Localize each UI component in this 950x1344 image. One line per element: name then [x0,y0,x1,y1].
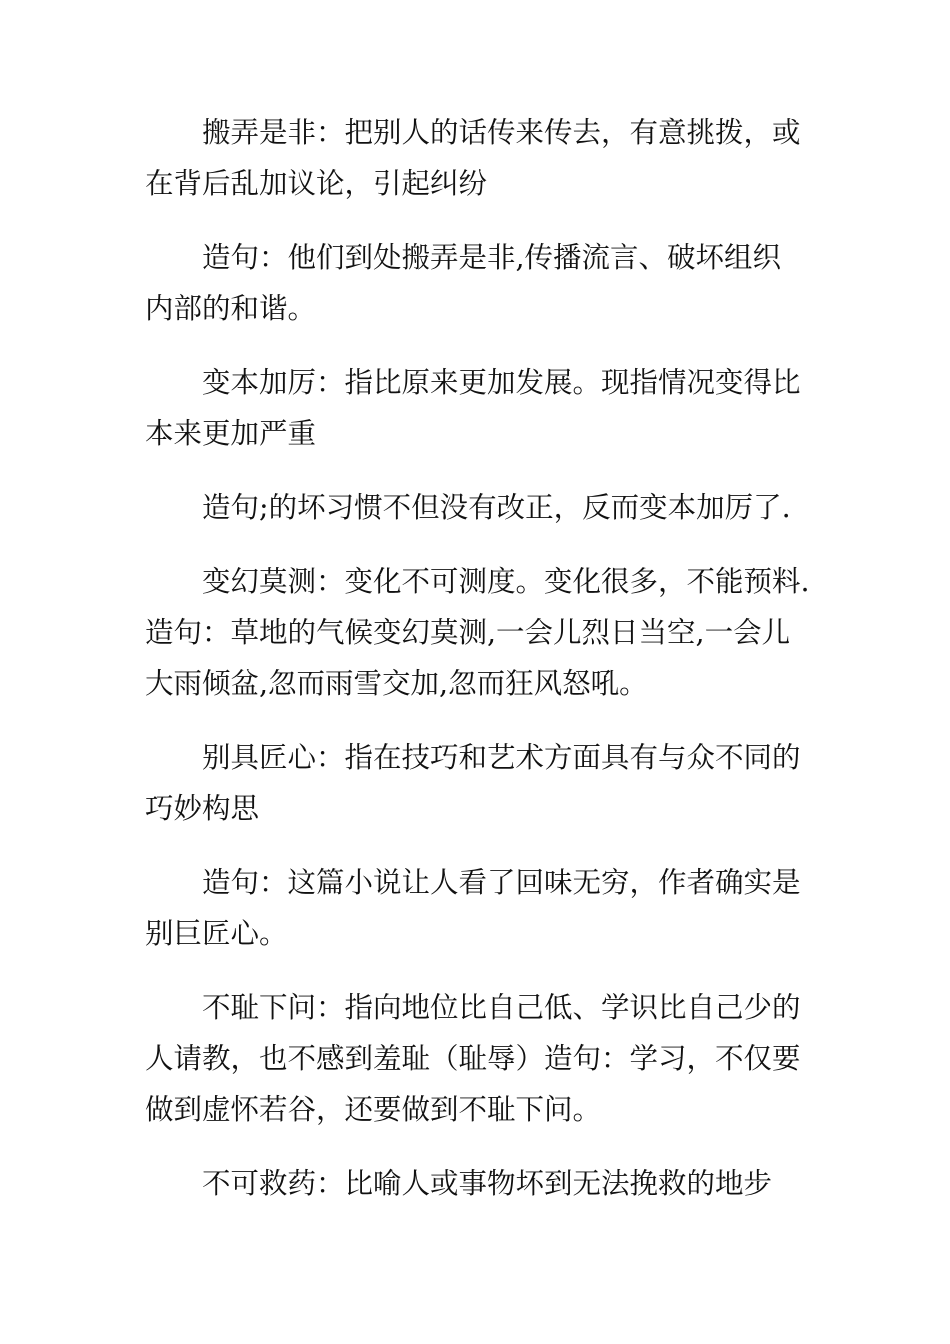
text-line: 造句;的坏习惯不但没有改正，反而变本加厉了. [202,491,791,524]
paragraph-bianben-jiali-definition [145,357,813,459]
text-line: 内部的和谐。 [145,292,317,325]
paragraph-bianhuan-moce [145,556,813,709]
paragraph-bieju-jiangxin-example [145,857,813,959]
text-line: 造句：草地的气候变幻莫测,一会儿烈日当空,一会儿 [145,616,791,649]
text-line: 做到虚怀若谷，还要做到不耻下问。 [145,1093,602,1126]
text-line: 搬弄是非：把别人的话传来传去，有意挑拨，或 [202,116,801,149]
paragraph-banong-shifei-example [145,232,813,334]
paragraph-bianben-jiali-example [145,482,813,533]
text-line: 别具匠心：指在技巧和艺术方面具有与众不同的 [202,741,801,774]
paragraph-buke-jiuyao [145,1158,813,1209]
text-line: 不耻下问：指向地位比自己低、学识比自己少的 [202,991,801,1024]
paragraph-banong-shifei-definition [145,107,813,209]
text-line: 变幻莫测：变化不可测度。变化很多，不能预料. [202,565,810,598]
text-line: 本来更加严重 [145,417,317,450]
text-line: 造句：他们到处搬弄是非,传播流言、破坏组织 [202,241,782,274]
text-line: 变本加厉：指比原来更加发展。现指情况变得比 [202,366,801,399]
text-line: 造句：这篇小说让人看了回味无穷，作者确实是 [202,866,801,899]
text-line: 大雨倾盆,忽而雨雪交加,忽而狂风怒吼。 [145,667,648,700]
text-line: 巧妙构思 [145,792,260,825]
text-line: 人请教，也不感到羞耻（耻辱）造句：学习，不仅要 [145,1042,801,1075]
text-line: 在背后乱加议论，引起纠纷 [145,167,488,200]
document-body [145,107,813,1209]
text-line: 别巨匠心。 [145,917,288,950]
paragraph-bieju-jiangxin-definition [145,732,813,834]
text-line: 不可救药：比喻人或事物坏到无法挽救的地步 [202,1167,773,1200]
paragraph-buchi-xiawen [145,982,813,1135]
